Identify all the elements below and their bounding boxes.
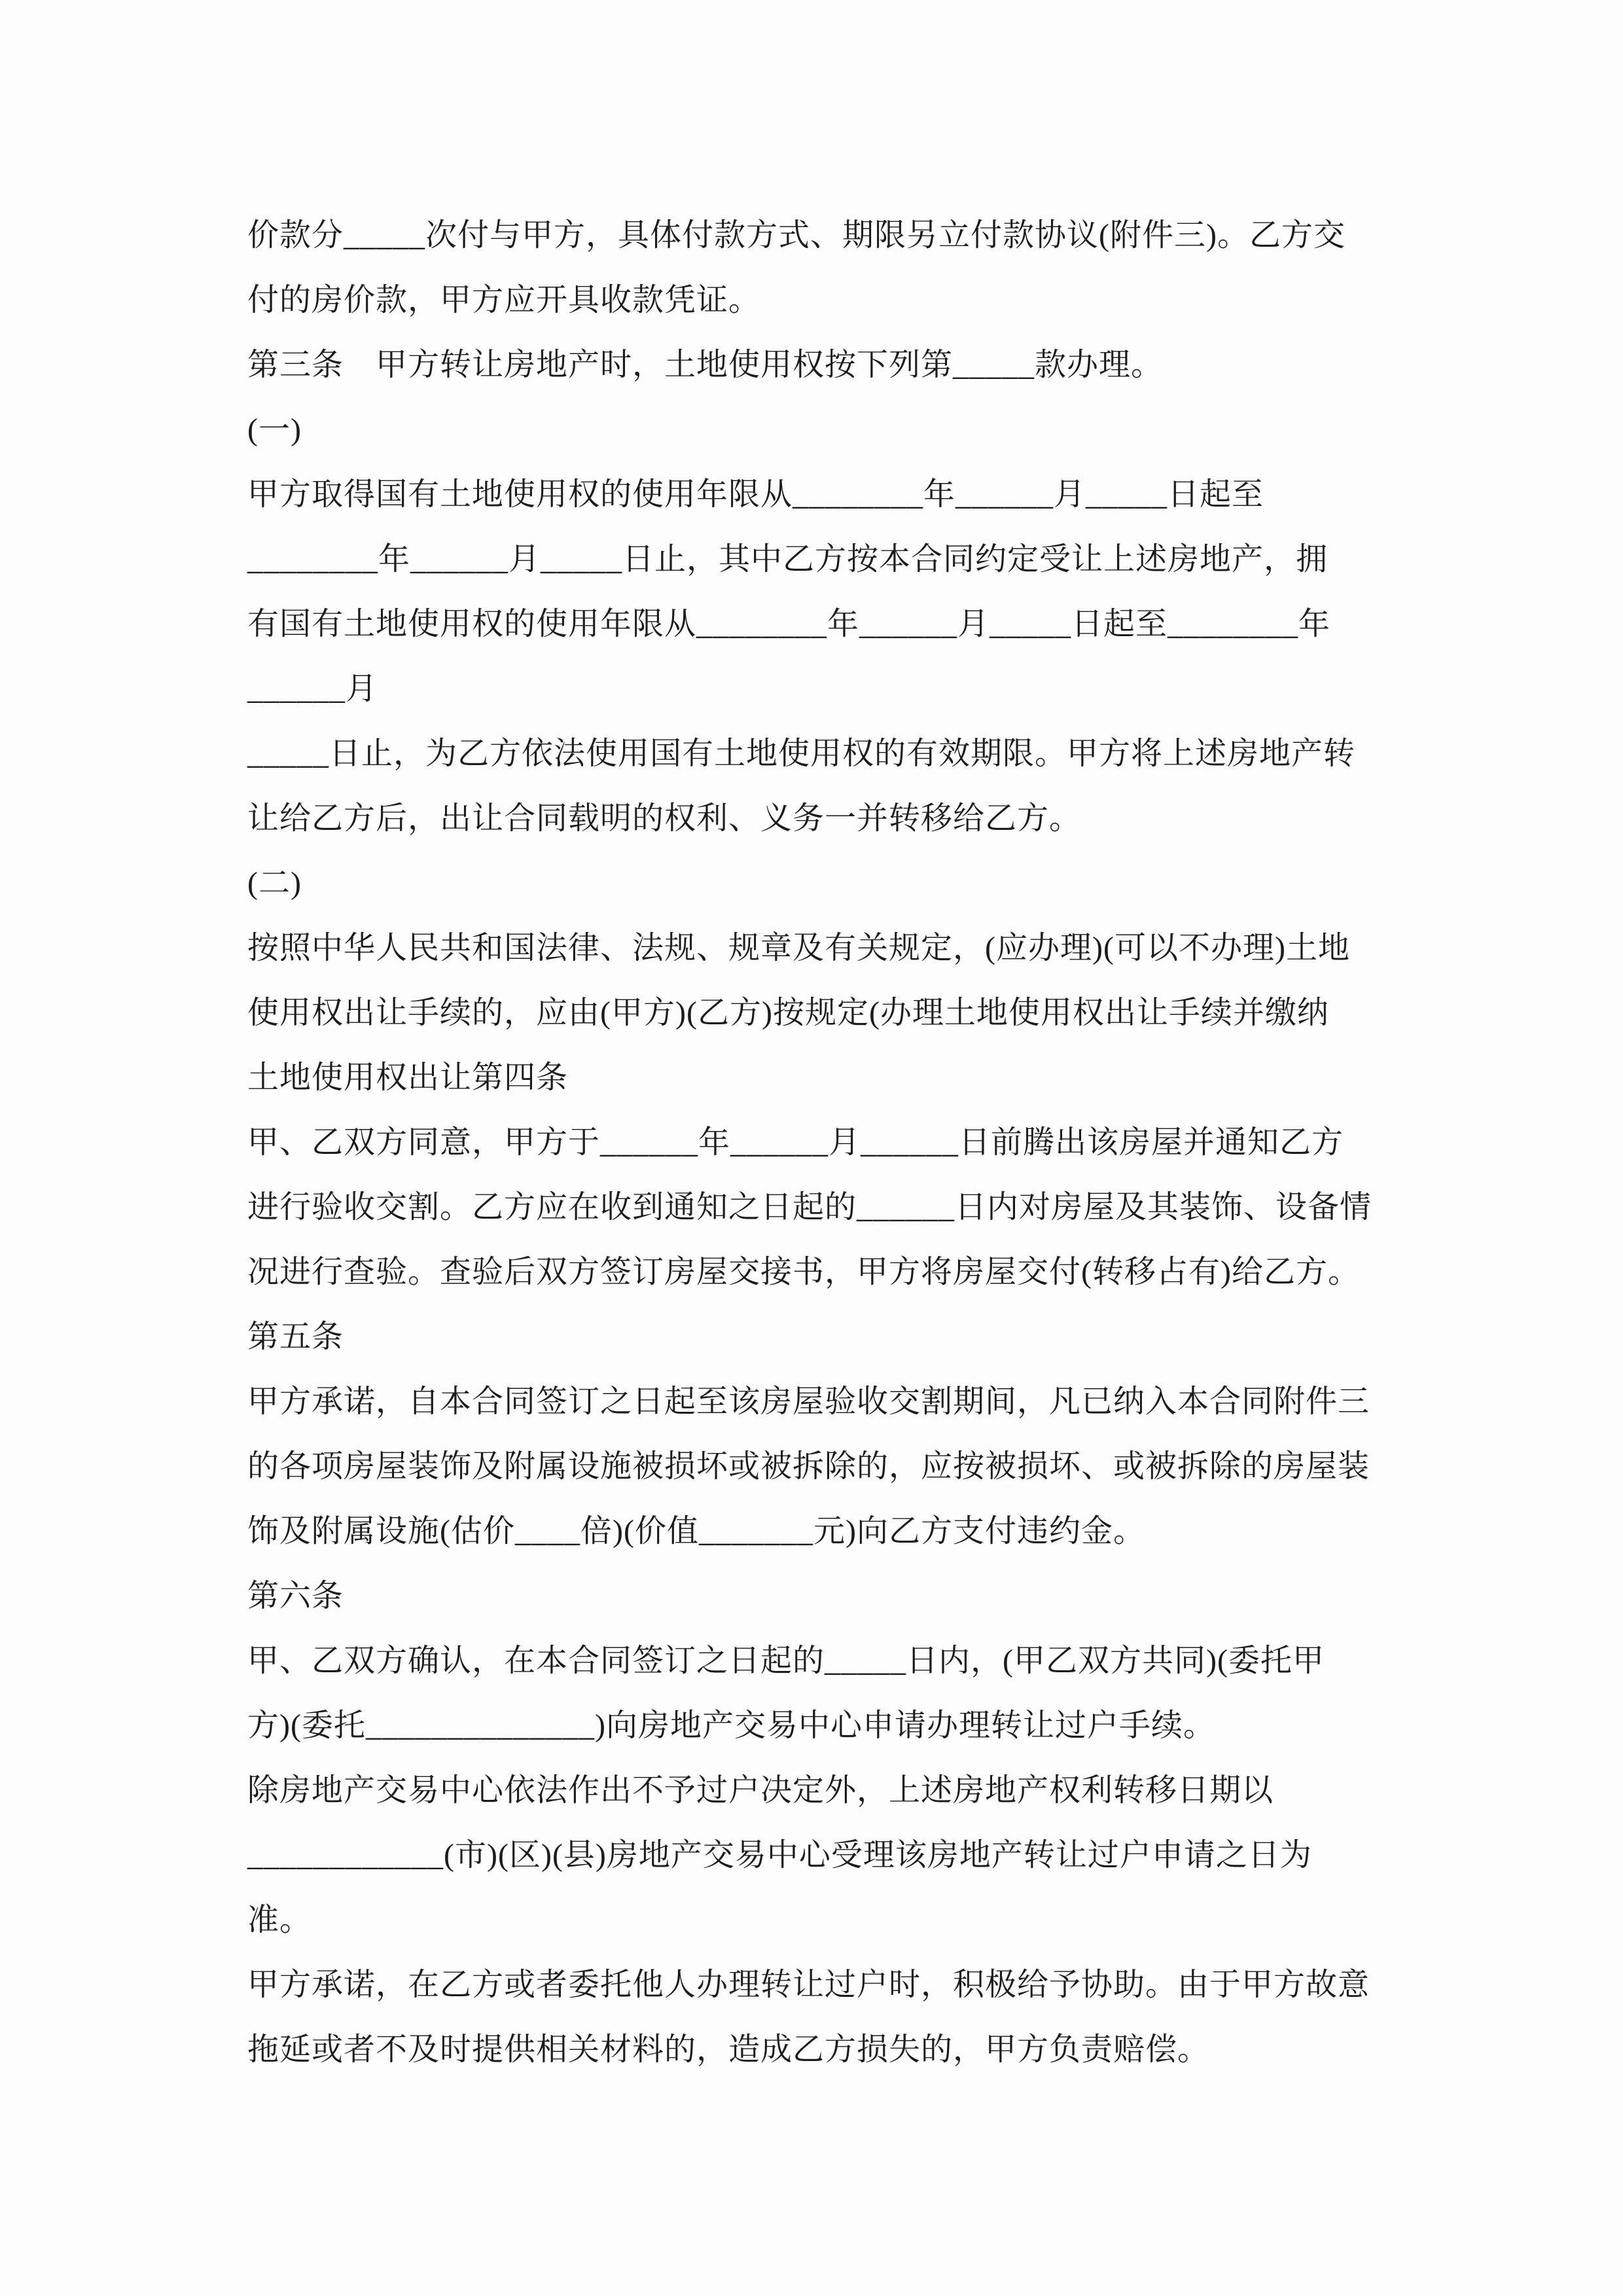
document-line: 有国有土地使用权的使用年限从________年______月_____日起至________年 [247, 607, 1331, 641]
document-line-clause-3: 第三条 甲方转让房地产时，土地使用权按下列第_____款办理。 [247, 348, 1164, 382]
document-line: 按照中华人民共和国法律、法规、规章及有关规定，(应办理)(可以不办理)土地 [247, 931, 1350, 965]
document-line: ____________(市)(区)(县)房地产交易中心受理该房地产转让过户申请之日为 [247, 1838, 1312, 1873]
document-line-clause-6: 第六条 [247, 1579, 344, 1613]
document-line-clause-5: 第五条 [247, 1319, 344, 1354]
document-line-item-2: (二) [247, 866, 302, 901]
document-line-item-1: (一) [247, 412, 302, 447]
contract-text-block [247, 203, 1419, 2082]
document-line: 准。 [247, 1903, 312, 1937]
document-line: 况进行查验。查验后双方签订房屋交接书，甲方将房屋交付(转移占有)给乙方。 [247, 1255, 1360, 1289]
document-line: 使用权出让手续的，应由(甲方)(乙方)按规定(办理土地使用权出让手续并缴纳 [247, 996, 1329, 1030]
document-line: _____日止，为乙方依法使用国有土地使用权的有效期限。甲方将上述房地产转 [247, 736, 1356, 771]
document-line: 甲方承诺，在乙方或者委托他人办理转让过户时，积极给予协助。由于甲方故意 [247, 1967, 1370, 2002]
document-line: 甲方取得国有土地使用权的使用年限从________年______月_____日起至 [247, 477, 1264, 512]
document-line: 价款分_____次付与甲方，具体付款方式、期限另立付款协议(附件三)。乙方交 [247, 218, 1346, 253]
document-line: 饰及附属设施(估价____倍)(价值_______元)向乙方支付违约金。 [247, 1514, 1145, 1549]
document-line: ________年______月_____日止，其中乙方按本合同约定受让上述房地产，拥 [247, 542, 1329, 577]
document-line: 方)(委托______________)向房地产交易中心申请办理转让过户手续。 [247, 1708, 1215, 1743]
document-line-clause-4: 土地使用权出让第四条 [247, 1060, 569, 1095]
document-line: 进行验收交割。乙方应在收到通知之日起的______日内对房屋及其装饰、设备情 [247, 1190, 1372, 1225]
document-line: 让给乙方后，出让合同载明的权利、义务一并转移给乙方。 [247, 801, 1082, 836]
document-line: 的各项房屋装饰及附属设施被损坏或被拆除的，应按被损坏、或被拆除的房屋装 [247, 1449, 1370, 1484]
document-line: 甲、乙双方同意，甲方于______年______月______日前腾出该房屋并通知乙方 [247, 1125, 1344, 1160]
document-line: ______月 [247, 672, 378, 706]
document-line: 拖延或者不及时提供相关材料的，造成乙方损失的，甲方负责赔偿。 [247, 2032, 1210, 2067]
document-line: 付的房价款，甲方应开具收款凭证。 [247, 283, 761, 317]
document-line: 甲方承诺，自本合同签订之日起至该房屋验收交割期间，凡已纳入本合同附件三 [247, 1384, 1370, 1419]
document-line: 甲、乙双方确认，在本合同签订之日起的_____日内，(甲乙双方共同)(委托甲 [247, 1643, 1325, 1678]
document-line: 除房地产交易中心依法作出不予过户决定外，上述房地产权利转移日期以 [247, 1773, 1274, 1808]
